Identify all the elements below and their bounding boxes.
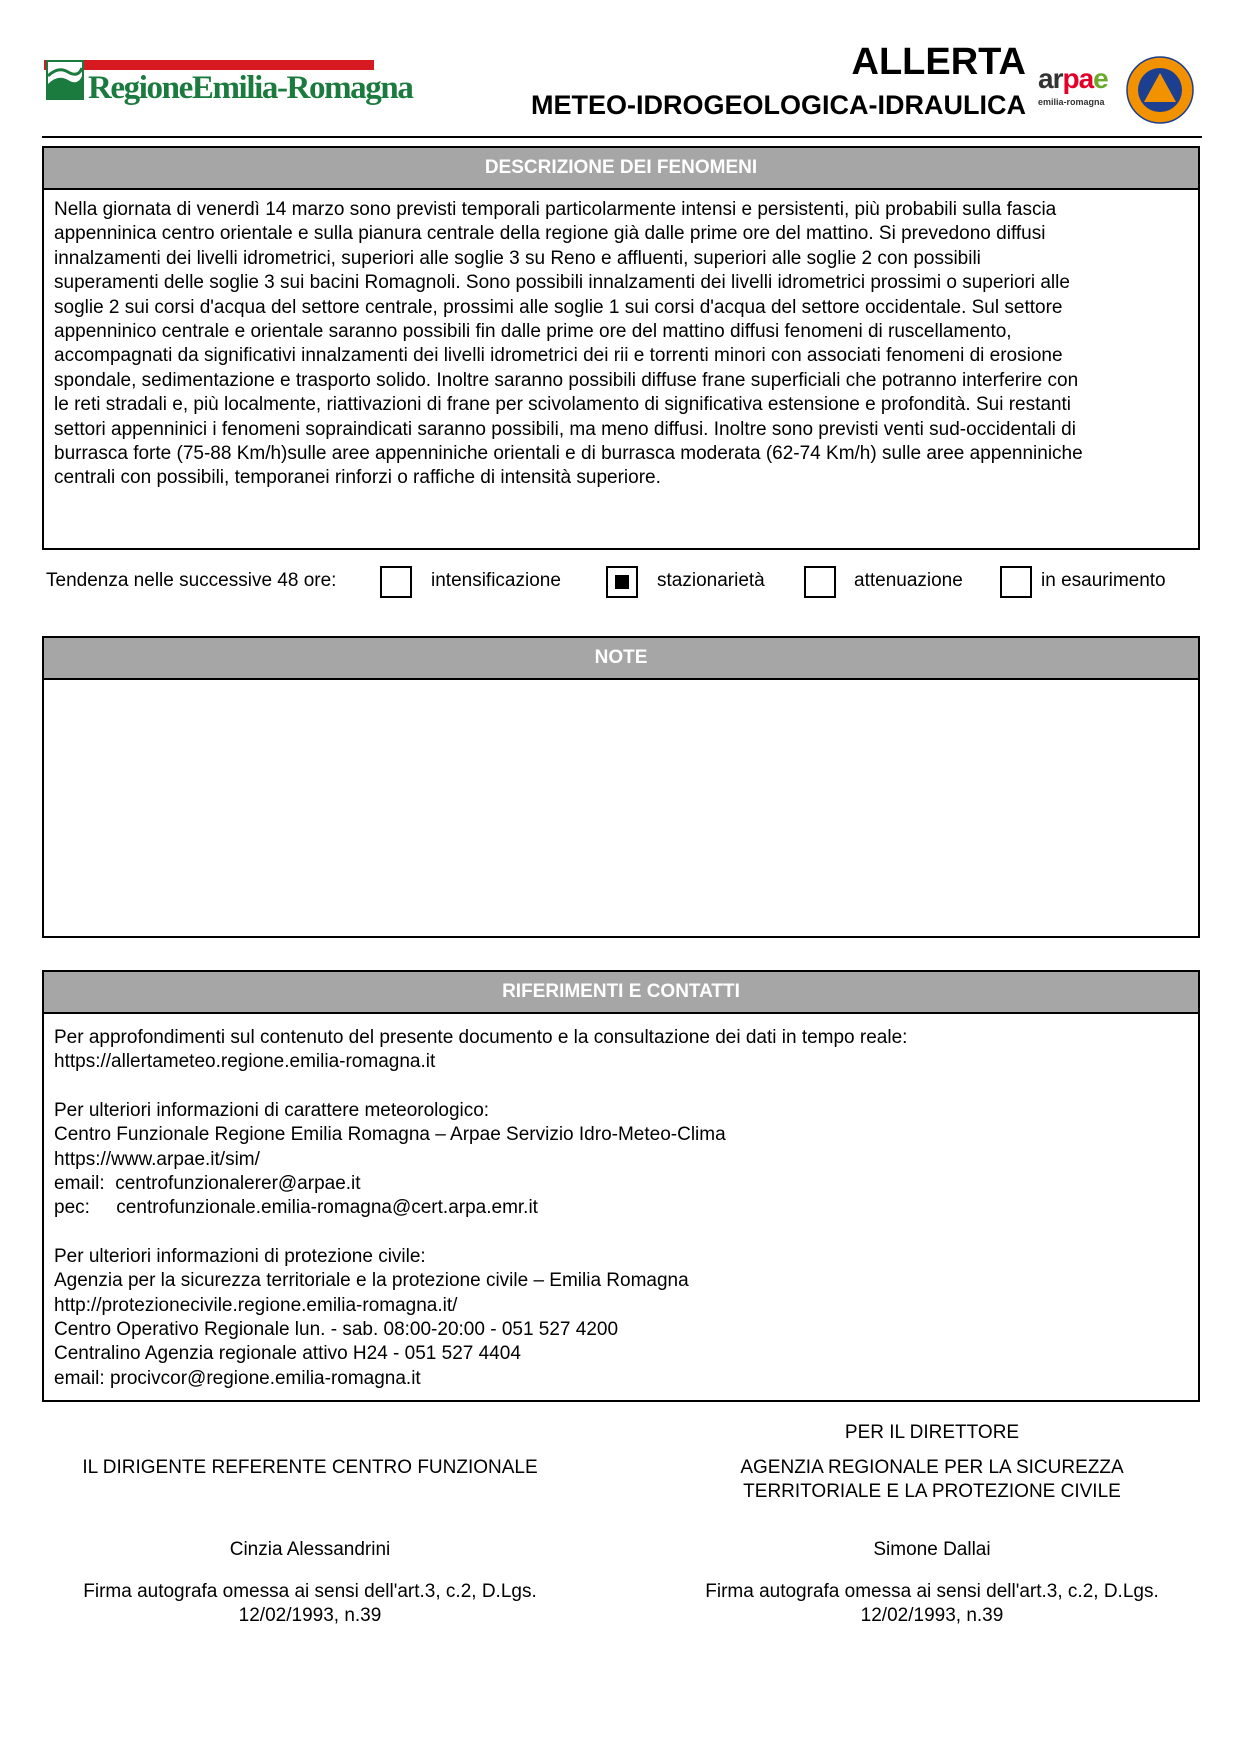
arpae-logo-subtitle: emilia-romagna — [1038, 97, 1105, 107]
protezione-civile-logo-icon — [1126, 56, 1194, 124]
option-stazionarieta-label: stazionarietà — [657, 570, 765, 591]
page-subtitle: METEO-IDROGEOLOGICA-IDRAULICA — [531, 90, 1026, 120]
description-section — [42, 146, 1200, 550]
regione-emilia-romagna-logo — [44, 58, 413, 110]
right-signatory-prefix: PER IL DIRETTORE — [844, 1422, 1020, 1443]
arpae-logo — [1038, 64, 1118, 114]
checkbox-intensificazione[interactable] — [380, 566, 412, 598]
references-meteo-block: Per ulteriori informazioni di carattere meteorologico: Centro Funzionale Regione Emilia Romagna – Arpae Servizio Idro-Meteo-Clima https://www.arpae.it/sim/ email: centrofunzionalerer@arpae.it pec: centrofunzionale.emilia-romagna@cert.arpa.emr.it — [54, 1099, 726, 1219]
arpae-logo-word: arpae — [1038, 63, 1108, 94]
references-heading: RIFERIMENTI E CONTATTI — [44, 972, 1198, 1014]
page-title: ALLERTA — [851, 41, 1026, 83]
regione-logo-text: RegioneEmilia-Romagna — [88, 70, 413, 106]
checkbox-stazionarieta[interactable] — [606, 566, 638, 598]
left-signatory-name: Cinzia Alessandrini — [229, 1539, 391, 1560]
option-intensificazione-label: intensificazione — [431, 570, 561, 591]
description-text: Nella giornata di venerdì 14 marzo sono previsti temporali particolarmente intensi e persistenti, più probabili sulla fascia appenninica centro orientale e sulla pianura centrale della regione già dalle prime ore del mattino. Si prevedono diffusi innalzamenti dei livelli idrometrici, superiori alle soglie 3 su Reno e affluenti, superiori alle soglie 2 con possibili superamenti delle soglie 3 sui bacini Romagnoli. Sono possibili innalzamenti dei livelli idrometrici prossimi o superiori alle soglie 2 sui corsi d'acqua del settore centrale, prossimi alle soglie 1 sui corsi d'acqua del settore occidentale. Sul settore appenninico centrale e orientale saranno possibili fin dalle prime ore del mattino diffusi fenomeni di ruscellamento, accompagnati da significativi innalzamenti dei livelli idrometrici dei rii e torrenti minori con associati fenomeni di erosione spondale, sedimentazione e trasporto solido. Inoltre saranno possibili diffuse frane superficiali che potranno interferire con le reti stradali e, più localmente, riattivazioni di frane per scivolamento di significativa estensione e profondità. Sui restanti settori appenninici i fenomeni sopraindicati saranno possibili, ma meno diffusi. Inoltre sono previsti venti sud-occidentali di burrasca forte (75-88 Km/h)sulle aree appenniniche orientali e di burrasca moderata (62-74 Km/h) sulle aree appenniniche centrali con possibili, temporanei rinforzi o raffiche di intensità superiore. — [54, 199, 1083, 489]
trend-label: Tendenza nelle successive 48 ore: — [46, 570, 337, 591]
notes-section — [42, 636, 1200, 938]
option-in-esaurimento-label: in esaurimento — [1041, 570, 1166, 591]
regione-flag-icon — [46, 60, 84, 100]
notes-heading: NOTE — [44, 638, 1198, 680]
option-attenuazione-label: attenuazione — [854, 570, 963, 591]
description-heading: DESCRIZIONE DEI FENOMENI — [44, 148, 1198, 190]
left-signature-note: Firma autografa omessa ai sensi dell'art.3, c.2, D.Lgs. 12/02/1993, n.39 — [83, 1581, 537, 1626]
references-section — [42, 970, 1200, 1402]
references-realtime-block: Per approfondimenti sul contenuto del presente documento e la consultazione dei dati in tempo reale: https://allertameteo.regione.emilia-romagna.it — [54, 1027, 908, 1073]
checkbox-in-esaurimento[interactable] — [1000, 566, 1032, 598]
header-divider — [42, 136, 1202, 138]
right-signature-note: Firma autografa omessa ai sensi dell'art.3, c.2, D.Lgs. 12/02/1993, n.39 — [705, 1581, 1159, 1626]
left-signatory-role: IL DIRIGENTE REFERENTE CENTRO FUNZIONALE — [82, 1457, 538, 1478]
right-signatory-role: AGENZIA REGIONALE PER LA SICUREZZA TERRITORIALE E LA PROTEZIONE CIVILE — [740, 1457, 1124, 1502]
checkbox-checked-mark — [615, 575, 629, 589]
checkbox-attenuazione[interactable] — [804, 566, 836, 598]
right-signatory-name: Simone Dallai — [873, 1539, 991, 1560]
references-civil-protection-block: Per ulteriori informazioni di protezione civile: Agenzia per la sicurezza territoriale e la protezione civile – Emilia Romagna http://protezionecivile.regione.emilia-romagna.it/ Centro Operativo Regionale lun. - sab. 08:00-20:00 - 051 527 4200 Centralino Agenzia regionale attivo H24 - 051 527 4404 email: procivcor@regione.emilia-romagna.it — [54, 1245, 689, 1389]
